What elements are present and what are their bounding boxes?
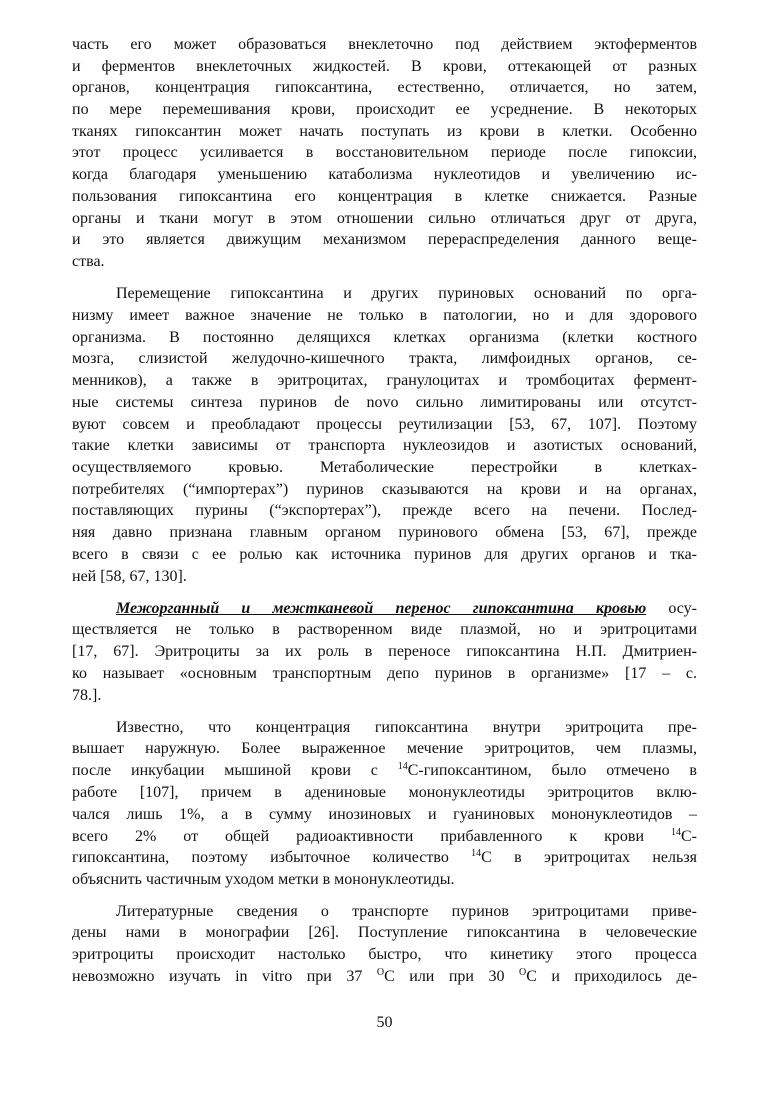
text-line: такие клетки зависимы от транспорта нуклеозидов и азотистых оснований, <box>72 437 697 454</box>
text-line: осуществляемого кровью. Метаболические перестройки в клетках- <box>72 459 697 476</box>
text-fragment: С в эритроцитах нельзя <box>481 849 697 866</box>
text-fragment: после инкубации мышиной крови с <box>72 762 398 779</box>
text-line <box>72 826 697 848</box>
text-line: вуют совсем и преобладают процессы реутилизации [53, 67, 107]. Поэтому <box>72 416 697 433</box>
text-fragment: осу- <box>646 600 697 617</box>
text-line: дены нами в монографии [26]. Поступление гипоксантина в человеческие <box>72 924 697 941</box>
text-line: поставляющих пурины (“экспортерах”), прежде всего на печени. Послед- <box>72 502 697 519</box>
text-line: [17, 67]. Эритроциты за их роль в переносе гипоксантина Н.П. Дмитриен- <box>72 643 697 660</box>
text-line <box>72 966 697 988</box>
text-line: чался лишь 1%, а в сумму инозиновых и гуаниновых мононуклеотидов – <box>72 806 697 823</box>
text-line: Известно, что концентрация гипоксантина внутри эритроцита пре- <box>116 719 697 736</box>
text-line: органы и ткани могут в этом отношении сильно отличаться друг от друга, <box>72 210 697 227</box>
superscript: 14 <box>397 761 408 772</box>
text-line: пользования гипоксантина его концентрация в клетке снижается. Разные <box>72 188 697 205</box>
text-line: ства. <box>72 253 105 270</box>
text-fragment: С-гипоксантином, было отмечено в <box>407 762 697 779</box>
text-fragment: С- <box>681 828 697 845</box>
text-line: потребителях (“импортерах”) пуринов сказываются на крови и на органах, <box>72 481 697 498</box>
text-line <box>72 847 697 869</box>
text-line: няя давно признана главным органом пуринового обмена [53, 67], прежде <box>72 524 697 541</box>
superscript: 14 <box>471 848 482 859</box>
text-line: организма. В постоянно делящихся клетках организма (клетки костного <box>72 329 697 346</box>
text-line: ществляется не только в растворенном виде плазмой, но и эритроцитами <box>72 621 697 638</box>
text-line: объяснить частичным уходом метки в мононуклеотиды. <box>72 871 455 888</box>
text-line: этот процесс усиливается в восстановительном периоде после гипоксии, <box>72 144 697 161</box>
page-number: 50 <box>376 1014 393 1031</box>
text-line: эритроциты происходит настолько быстро, что кинетику этого процесса <box>72 946 697 963</box>
text-line <box>116 598 697 620</box>
text-line: и ферментов внеклеточных жидкостей. В крови, оттекающей от разных <box>72 58 697 75</box>
text-line: когда благодаря уменьшению катаболизма нуклеотидов и увеличению ис- <box>72 166 697 183</box>
text-fragment: С и приходилось де- <box>526 968 698 985</box>
text-line: 78.]. <box>72 687 102 704</box>
text-line: часть его может образоваться внеклеточно под действием эктоферментов <box>72 36 697 53</box>
text-fragment: всего 2% от общей радиоактивности прибавленного к крови <box>72 828 671 845</box>
text-line: менников), а также в эритроцитах, гранулоцитах и тромбоцитах фермент- <box>72 372 697 389</box>
text-fragment: гипоксантина, поэтому избыточное количество <box>72 849 472 866</box>
superscript: О <box>518 967 527 978</box>
text-line: низму имеет важное значение не только в патологии, но и для здорового <box>72 307 697 324</box>
superscript: О <box>376 967 385 978</box>
text-fragment: невозможно изучать in vitro при 37 <box>72 968 377 985</box>
text-fragment: С или при 30 <box>384 968 519 985</box>
text-line: и это является движущим механизмом перераспределения данного веще- <box>72 231 697 248</box>
text-line: по мере перемешивания крови, происходит ее усреднение. В некоторых <box>72 101 697 118</box>
text-line: ней [58, 67, 130]. <box>72 568 187 585</box>
text-line: всего в связи с ее ролью как источника пуринов для других органов и тка- <box>72 546 697 563</box>
text-line: Перемещение гипоксантина и других пуриновых оснований по орга- <box>116 285 697 302</box>
text-line: ные системы синтеза пуринов de novo сильно лимитированы или отсутст- <box>72 394 697 411</box>
text-line: работе [107], причем в адениновые мононуклеотиды эритроцитов вклю- <box>72 784 697 801</box>
text-line: ко называет «основным транспортным депо пуринов в организме» [17 – с. <box>72 665 697 682</box>
text-line: тканях гипоксантин может начать поступать из крови в клетки. Особенно <box>72 123 697 140</box>
superscript: 14 <box>671 827 681 838</box>
text-line <box>72 760 697 782</box>
text-line: мозга, слизистой желудочно-кишечного тракта, лимфоидных органов, се- <box>72 350 697 367</box>
text-line: вышает наружную. Более выраженное мечение эритроцитов, чем плазмы, <box>72 740 697 757</box>
section-heading: Межорганный и межтканевой перенос гипоксантина кровью <box>116 600 647 617</box>
text-line: Литературные сведения о транспорте пуринов эритроцитами приве- <box>116 903 697 920</box>
text-line: органов, концентрация гипоксантина, естественно, отличается, но затем, <box>72 79 697 96</box>
